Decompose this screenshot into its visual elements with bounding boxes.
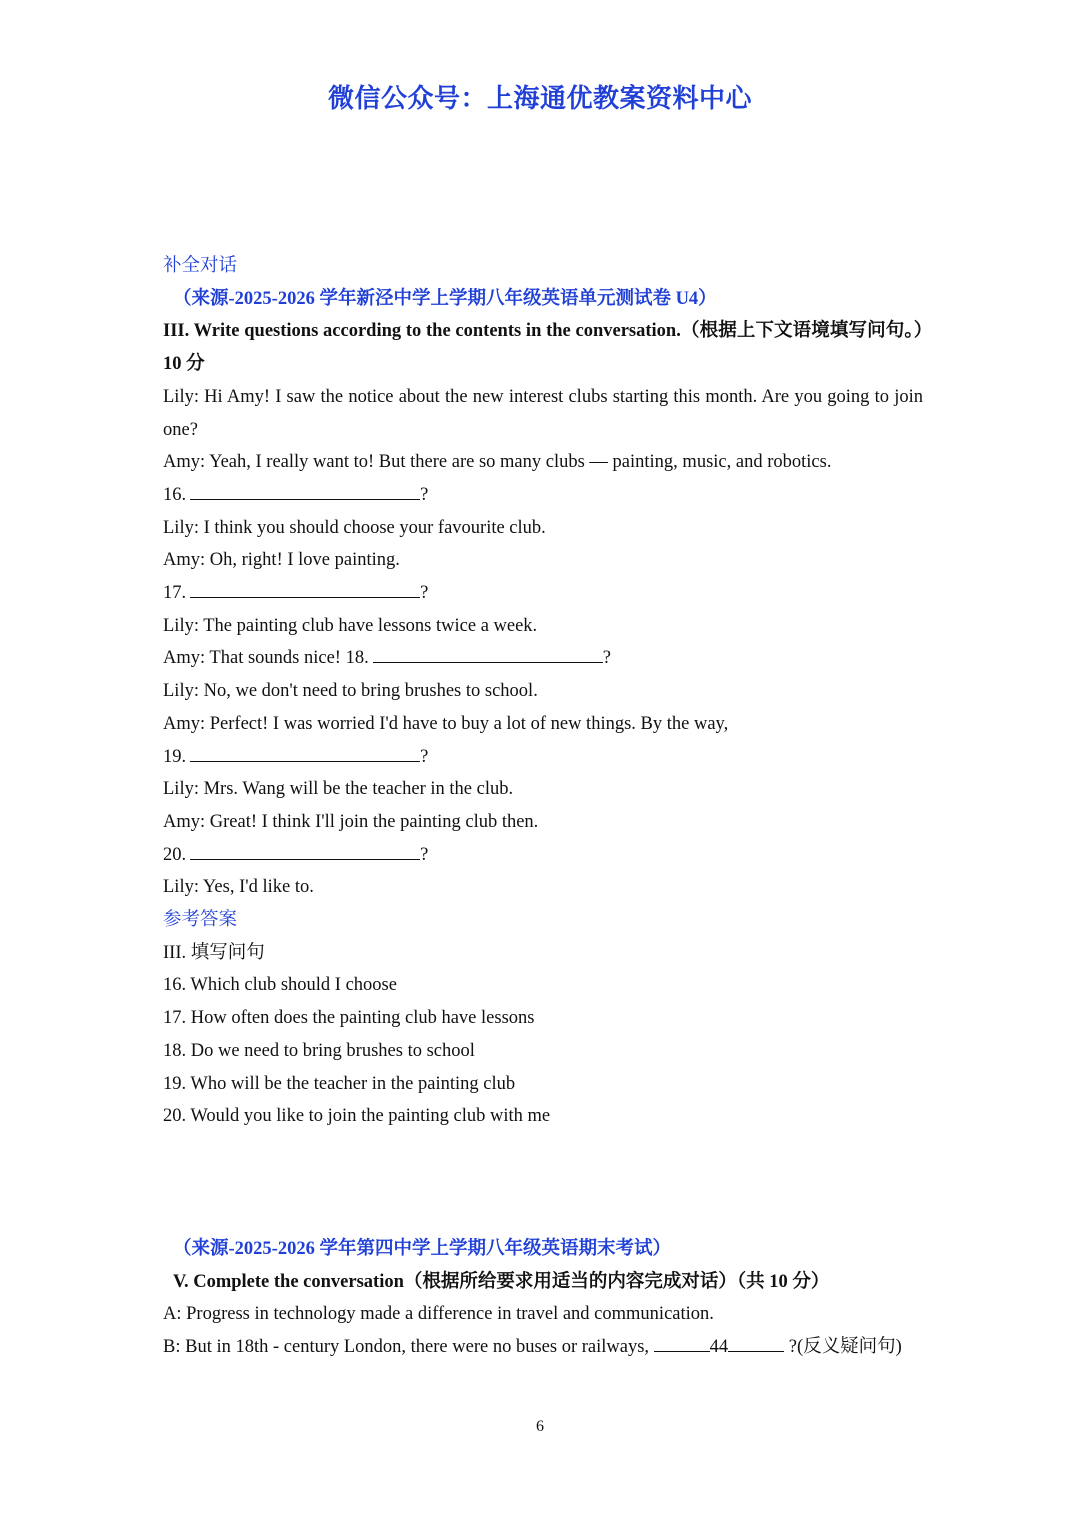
answer-blank[interactable] <box>654 1333 710 1352</box>
source-note: （来源-2025-2026 学年第四中学上学期八年级英语期末考试） <box>173 1238 671 1259</box>
question-44 <box>163 1331 923 1364</box>
page-title: 微信公众号：上海通优教案资料中心 <box>327 84 752 114</box>
dialogue-line: Amy: That sounds nice! 18. <box>163 648 369 669</box>
question-number: 16. <box>163 484 187 505</box>
instruction-en: V. Complete the conversation <box>173 1271 404 1292</box>
answer-blank[interactable] <box>190 743 420 762</box>
instruction-cn: （根据所给要求用适当的内容完成对话）（共 10 分） <box>403 1271 830 1292</box>
dialogue-line: Lily: No, we don't need to bring brushes to school. <box>163 681 538 702</box>
question-19 <box>163 741 923 774</box>
answer-blank[interactable] <box>190 579 420 598</box>
question-20 <box>163 839 923 872</box>
dialogue-line: B: But in 18th - century London, there were no buses or railways, <box>163 1337 654 1358</box>
section-spacer <box>163 1133 923 1233</box>
dialogue-line: Lily: The painting club have lessons twice a week. <box>163 615 538 636</box>
question-number: 17. <box>163 583 187 604</box>
dialogue-line: Lily: Mrs. Wang will be the teacher in the club. <box>163 779 514 800</box>
dialogue-line: Amy: Perfect! I was worried I'd have to buy a lot of new things. By the way, <box>163 713 729 734</box>
question-mark: ? <box>420 844 429 865</box>
dialogue-line: Amy: Great! I think I'll join the painting club then. <box>163 811 539 832</box>
source-note: （来源-2025-2026 学年新泾中学上学期八年级英语单元测试卷 U4） <box>173 288 717 309</box>
dialogue-line: Amy: Yeah, I really want to! But there are so many clubs — painting, music, and robotics. <box>163 452 832 473</box>
answer-item: 19. Who will be the teacher in the painting club <box>163 1073 516 1094</box>
question-number: 19. <box>163 746 187 767</box>
answer-key-subheading: III. 填写问句 <box>163 942 265 963</box>
answer-blank[interactable] <box>373 644 603 663</box>
dialogue-line: Lily: I think you should choose your favourite club. <box>163 517 546 538</box>
question-number: 44 <box>709 1337 729 1358</box>
dialogue-line: Amy: Oh, right! I love painting. <box>163 550 400 571</box>
answer-item: 18. Do we need to bring brushes to school <box>163 1040 475 1061</box>
page-content <box>163 250 923 1364</box>
question-mark: ? <box>420 484 429 505</box>
answer-item: 20. Would you like to join the painting club with me <box>163 1106 551 1127</box>
page-number: 6 <box>536 1418 544 1435</box>
question-16 <box>163 479 923 512</box>
answer-key-heading: 参考答案 <box>163 910 238 931</box>
question-18 <box>163 642 923 675</box>
question-hint: ?(反义疑问句) <box>784 1337 902 1358</box>
question-mark: ? <box>602 648 611 669</box>
question-mark: ? <box>420 583 429 604</box>
instruction-cn: （根据上下文语境填写问句。）10 分 <box>163 321 923 375</box>
answer-blank[interactable] <box>190 481 420 500</box>
question-number: 20. <box>163 844 187 865</box>
question-mark: ? <box>420 746 429 767</box>
answer-blank[interactable] <box>728 1333 784 1352</box>
section-heading: 补全对话 <box>163 256 238 276</box>
question-17 <box>163 577 923 610</box>
dialogue-line: A: Progress in technology made a difference in travel and communication. <box>163 1304 714 1325</box>
exercise-instruction <box>163 1266 923 1299</box>
answer-blank[interactable] <box>190 841 420 860</box>
exercise-instruction <box>163 315 923 380</box>
answer-item: 16. Which club should I choose <box>163 975 397 996</box>
answer-item: 17. How often does the painting club have lessons <box>163 1008 535 1029</box>
dialogue-line: Lily: Yes, I'd like to. <box>163 877 314 898</box>
instruction-en: III. Write questions according to the contents in the conversation. <box>163 321 681 342</box>
dialogue-line: Lily: Hi Amy! I saw the notice about the new interest clubs starting this month. Are you going to join one? <box>163 386 923 440</box>
